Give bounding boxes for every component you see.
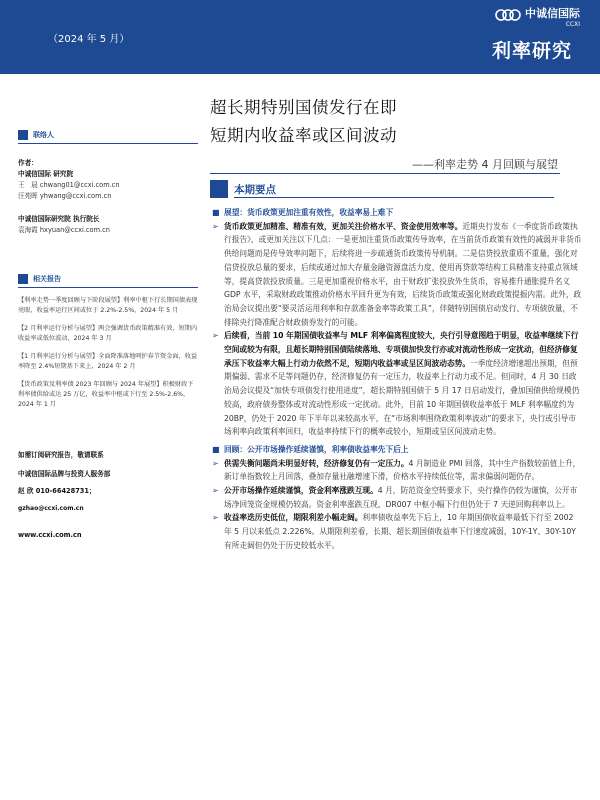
section-heading: ■ 回顾：公开市场操作延续谨慎，利率债收益率先下后上 xyxy=(212,443,582,457)
ccxi-logo-icon xyxy=(495,6,521,24)
paragraph: ➢ 供需失衡问题尚未明显好转，经济修复仍有一定压力。4 月制造业 PMI 回落，其中生产指数较前值上升，新订单指数较上月回落，叠加存量社融增速下滑，价格水平持续低位等，需求偏弱问题仍存。 xyxy=(212,458,581,482)
report-date: （2024 年 5 月） xyxy=(48,34,130,45)
related-header xyxy=(18,274,198,288)
summary-body xyxy=(212,206,582,553)
paragraph: ➢ 后续看，当前 10 年期国债收益率与 MLF 利率偏离程度较大，央行引导意图趋于明显，收益率继续下行空间或较为有限，且超长期特别国债陆续落地、专项债加快发行亦或对流动性形成一定扰动，但经济修复承压下收益率大幅上行动力依然不足，短期内收益率或呈区间波动态势。一季度经济增速超出预期，但预期偏弱、需求不足等问题仍存，经济修复仍有一定压力，收益率上行动力或不足。但同时，4 月 30 日政治局会议提及“加快专项债发行使用进度”，超长期特别国债于 5 月 17 日启动发行，叠加国债供给规模仍较高，政府债券整体或对流动性形成一定扰动。此外，目前 10 年期国债收益率低于 MLF 利率幅度约为 20BP，仍处于 2020 年下半年以来较高水平，在“市场利率围绕政策利率波动”的要求下，央行或引导市场利率向政策利率回归，收益率持续下行的概率或较小，短期或呈区间波动走势。 xyxy=(212,331,580,437)
contact-phone: 赵 欣 010-66428731； xyxy=(18,487,96,495)
author-2: 汪苑晖 yhwang@ccxi.com.cn xyxy=(18,192,112,200)
square-bullet-icon: ■ xyxy=(212,444,220,454)
logo-name: 中诚信国际 xyxy=(525,7,580,20)
contact-email[interactable]: gzhao@ccxi.com.cn xyxy=(18,505,84,512)
document-icon xyxy=(18,274,28,284)
section-label: 利率研究 xyxy=(491,40,572,62)
related-report[interactable]: 【利率走势一季度回顾与下阶段展望】利率中枢下行长期国债表现亮眼，收益率运行区间或位于 2.2%-2.5%，2024 年 5 月 xyxy=(18,297,198,314)
org-2: 中诚信国际研究院 执行院长 xyxy=(18,215,100,223)
related-report[interactable]: 【货币政策及利率债 2023 年回顾与 2024 年展望】积极财政下利率债供给或达 25 万亿，收益率中枢或下行至 2.5%-2.6%，2024 年 1 月 xyxy=(18,381,194,408)
paragraph: ➢ 收益率迭历史低位，期限利差小幅走阔。利率债收益率先下后上，10 年期国债收益率最低下行至 2002 年 5 月以来低点 2.226%。从期限利差看，长期、超长期国债收益率下行速度减弱，10Y-1Y、30Y-10Y 有所走阔但仍处于历史较低水平。 xyxy=(212,513,576,550)
person-icon xyxy=(18,130,28,140)
square-bullet-icon: ■ xyxy=(212,208,220,217)
arrow-bullet-icon: ➢ xyxy=(212,331,219,341)
paragraph: ➢ 公开市场操作延续谨慎，资金利率涨跌互现。4 月，防范资金空转要求下，央行操作仍较为谨慎，公开市场净回笼资金规模仍较高。资金利率涨跌互现，DR007 中枢小幅下行但仍处于 7 天逆回购利率以上。 xyxy=(212,486,578,509)
author-3: 袁海霞 hxyuan@ccxi.com.cn xyxy=(18,226,110,234)
org-1: 中诚信国际 研究院 xyxy=(18,170,74,178)
related-report[interactable]: 【2 月利率运行分析与展望】两会强调货币政策精准有效，短期内收益率或低位波动，2024 年 3 月 xyxy=(18,325,198,342)
summary-title: 本期要点 xyxy=(234,184,276,196)
arrow-bullet-icon: ➢ xyxy=(212,221,219,231)
header-band xyxy=(0,0,600,74)
logo-sub: CCXI xyxy=(565,21,580,28)
paragraph: ➢ 货币政策更加精准、精准有效，更加关注价格水平、资金使用效率等。近期央行发布《一季度货币政策执行报告》，或更加关注以下几点：一是更加注重货币政策传导效率，在当前货币政策有效性的减弱并非货币供给问题而是传导效率问题下，后续将进一步疏通货币政策传导机制。二是信贷投放重质不重量，强化对信贷投放总量的要求，后续或通过加大存量金融资源盘活力度、使用再贷款等结构工具精准支持重点领域等，提高贷款投放质量。三是更加重视价格水平，由于财政扩张投放外生货币，容易推升通胀提升名义 GDP 水平，采取财政政策推动价格水平回升更为有效，后续货币政策或强化财政政策提振内需。此外，政治局会议提出要“要灵活运用利率和存款准备金率等政策工具”，伴随特别国债启动发行、专项债放量，不排除央行降准配合财政债券发行的可能。 xyxy=(212,221,582,327)
summary-flag-icon xyxy=(210,180,228,198)
website[interactable]: www.ccxi.com.cn xyxy=(18,531,82,539)
contact-header xyxy=(18,130,198,144)
dept-name: 中诚信国际品牌与投资人服务部 xyxy=(18,470,111,478)
related-report[interactable]: 【1 月利率运行分析与展望】全面降准落地呵护春节资金面，收益率降至 2.4%短期基下来上，2024 年 2 月 xyxy=(18,353,198,370)
related-label: 相关报告 xyxy=(33,275,61,283)
contact-label: 联络人 xyxy=(33,131,54,139)
arrow-bullet-icon: ➢ xyxy=(212,486,219,496)
title-line-2: 短期内收益率或区间波动 xyxy=(210,126,397,145)
arrow-bullet-icon: ➢ xyxy=(212,458,219,468)
arrow-bullet-icon: ➢ xyxy=(212,513,219,523)
summary-header xyxy=(210,180,554,198)
author-1: 王 晨 chwang01@ccxi.com.cn xyxy=(18,181,120,189)
section-heading: ■ 展望：货币政策更加注重有效性，收益率易上难下 xyxy=(212,206,582,220)
title-line-1: 超长期特别国债发行在即 xyxy=(210,98,397,117)
ccxi-logo xyxy=(495,2,580,28)
sidebar xyxy=(18,130,198,541)
authors-label: 作者： xyxy=(18,159,38,167)
title-divider xyxy=(210,173,560,174)
subscribe-note: 如需订阅研究报告，敬请联系 xyxy=(18,451,104,459)
subtitle: ——利率走势 4 月回顾与展望 xyxy=(412,158,558,171)
